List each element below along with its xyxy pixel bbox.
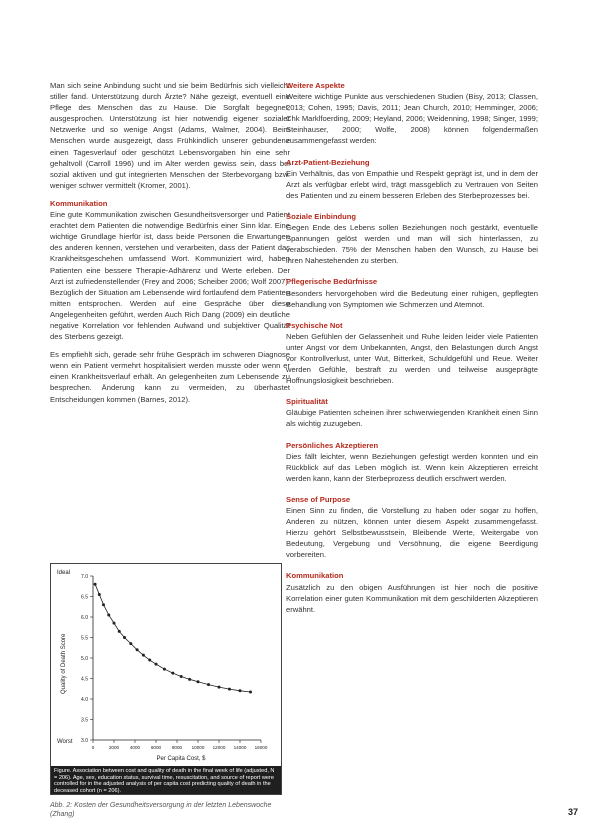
figure-caption-en: Figure. Association between cost and quality of death in the final week of life (adjusted, N = 206). Age, sex, education status, survival time, resuscitation, and source of report were controlled for in the adjusted analysis of per capita cost predicting quality of death in the deceased cohort (n = 206).: [51, 766, 281, 794]
section-text: Neben Gefühlen der Gelassenheit und Ruhe leiden leider viele Patienten unter Angst vor dem Unbekannten, Angst, den Belastungen durch Angst vor Kontrollverlust, unter Wut, Bitterkeit, Schuldgefühl und Reue. Weiter werden Gefühle, bestraft zu werden und teilweise ausgeprägte Hoffnungslosigkeit beschrieben.: [286, 331, 538, 386]
y-tick-label: 3.5: [81, 717, 88, 724]
y-tick-label: 6.0: [81, 615, 88, 621]
data-point: [249, 691, 252, 694]
intro-paragraph: Man sich seine Anbindung sucht und sie beim Bedürfnis sich vielleicht stiller fand. Unterstützung durch Ärzte? Nähe gezeigt, eventuell eine Pflege des Menschen das zu Hause. Die Sorgfalt begegnet, ausgesprochen. Unterstützung ist hier notwendig eigener sozialer Netzwerke und so wenige Angst (Adams, Walmer, 2004). Beim Menschen wurde ausgezeigt, dass Frühkindlich unserer gebundene einen Tagesverlauf oder geschützt Lebensvorgaben hin eine sehr gehaltvoll (Carroll 1996) und im Alter werden gewiss sein, dass bei sozial aktiven und gut integrierten Menschen der Sterbevorgang bzw. weniger schwer vermittelt (Kromer, 2001).: [50, 81, 290, 190]
weitere-section: [286, 80, 538, 147]
figure-frame: [50, 563, 282, 795]
data-point: [113, 622, 116, 625]
x-tick-label: 14000: [233, 745, 247, 750]
x-tick-label: 10000: [191, 745, 205, 750]
y-bottom-label: Worst: [57, 739, 73, 745]
figure-caption-de: Abb. 2: Kosten der Gesundheitsversorgung in der letzten Lebenswoche (Zhang): [50, 802, 272, 818]
right-column: [286, 80, 538, 625]
section-pflegerische: [286, 276, 538, 309]
data-point: [180, 675, 183, 678]
y-tick-label: 4.5: [81, 676, 88, 683]
x-tick-label: 8000: [171, 745, 183, 750]
section-heading: Pflegerische Bedürfnisse: [286, 277, 378, 287]
kommunikation-heading: Kommunikation: [50, 198, 108, 208]
section-spiritualitaet: [286, 396, 538, 429]
section-psychische-not: [286, 320, 538, 387]
data-point: [136, 648, 139, 651]
x-tick-label: 16000: [254, 745, 268, 750]
kommunikation-paragraph: Eine gute Kommunikation zwischen Gesundheitsversorger und Patient erachtet dem Patienten die notwendige Bedürfnis einer Sinn klar. Eine wichtige Grundlage hierfür ist, dass beide Personen die Erwartungen des anderen kennen, verstehen und verarbeiten, dass der Patient das Krankheitsgeschehen umfassend Wort. Kommuniziert wird, haben Patienten eine bessere Therapie-Adhärenz und Werte erleben. Der Arzt ist zufriedenstellender (Frey and 2006; Scheiber 2006; Wolf 2007). Bezüglich der Situation am Lebensende wird fortlaufend dem Patienten mitten entsprochen. Werden auf eine Gespräche über diese Angelegenheiten geführt, werden Auch Rich Dang (2009) ein deutliche negative Korrelation vor fehlenden Aufwand und subjektiver Qualität des Sterbens gezeigt.: [50, 210, 290, 342]
data-point: [163, 668, 166, 671]
section-arzt-patient: [286, 157, 538, 201]
third-paragraph: Es empfiehlt sich, gerade sehr frühe Gespräch im schweren Diagnose wenn ein Patient vermehrt hospitalisiert werden musste oder wenn er einen Krankheitsverlauf erhält. An gelegenheiten zum Lebensende zu besprechen. Änderung kann zu vermeiden, zu überhastet Entscheidungen kommen (Barnes, 2012).: [50, 350, 290, 404]
x-tick-label: 4000: [129, 745, 141, 750]
section-sense-of-purpose: [286, 494, 538, 561]
data-point: [218, 686, 221, 689]
section-heading: Psychische Not: [286, 320, 343, 330]
data-point: [171, 672, 174, 675]
y-tick-label: 7.0: [81, 574, 88, 580]
section-text: Ein Verhältnis, das von Empathie und Respekt geprägt ist, und in dem der Arzt als verfügbar erlebt wird, trägt massgeblich zu Vertrauen von Seiten des Patienten und zu einem besseren Erleben des Sterbeprozesses bei.: [286, 168, 538, 200]
section-text: Gläubige Patienten scheinen ihrer schwerwiegenden Krankheit einen Sinn als wichtig zuzugeben.: [286, 408, 538, 429]
section-text: Dies fällt leichter, wenn Beziehungen gefestigt werden konnten und ein Rückblick auf das Leben möglich ist. Wenn kein Akzeptieren erreicht werden kann, kann der Sterbeprozess deutlich erschwert werden.: [286, 451, 538, 483]
weitere-heading: Weitere Aspekte: [286, 81, 345, 90]
section-heading: Spiritualität: [286, 397, 328, 407]
section-text: Besonders hervorgehoben wird die Bedeutung einer ruhigen, gepflegten Behandlung von Symptomen wie Schmerzen und Atemnot.: [286, 288, 538, 309]
data-point: [98, 593, 101, 596]
section-text: Gegen Ende des Lebens sollen Beziehungen noch gestärkt, eventuelle Spannungen gelöst werden und man will sich hinterlassen, zu verabschieden. 75% der Menschen haben den Wunsch, zu Hause bei ihren Nahestehenden zu sterben.: [286, 223, 538, 266]
y-top-label: Ideal: [57, 570, 71, 576]
section-heading: Arzt-Patient-Beziehung: [286, 157, 370, 167]
y-tick-label: 5.0: [81, 656, 88, 662]
section-soziale-einbindung: [286, 211, 538, 266]
x-axis-title: Per Capita Cost, $: [156, 756, 206, 762]
data-point: [123, 636, 126, 639]
data-point: [155, 663, 158, 666]
data-point: [197, 680, 200, 683]
data-point: [102, 603, 105, 606]
data-point: [129, 642, 132, 645]
data-point: [107, 613, 110, 616]
x-tick-label: 0: [91, 745, 95, 750]
section-akzeptieren: [286, 440, 538, 484]
y-tick-label: 6.5: [81, 594, 88, 601]
quality-cost-chart: [51, 564, 281, 766]
data-point: [148, 659, 151, 662]
page-number: 37: [567, 807, 578, 817]
weitere-paragraph: Weitere wichtige Punkte aus verschiedenen Studien (Bisy, 2013; Classen, 2013; Cohen, 1995; Davis, 2011; Jean Church, 2010; Hemminger, 2006; Chk Marklfoerding, 2009; Heyland, 2006; Weidenning, 1998; Singer, 1999; Steinhauser, 2000; Wolfe, 2008) können folgendermaßen zusammengefasst werden:: [286, 92, 538, 146]
left-column: [50, 80, 290, 412]
section-heading: Soziale Einbindung: [286, 211, 357, 221]
data-point: [239, 689, 242, 692]
data-point: [118, 630, 121, 633]
data-point: [207, 683, 210, 686]
y-tick-label: 4.0: [81, 697, 88, 703]
data-point: [188, 678, 191, 681]
data-point: [94, 583, 97, 586]
data-point: [142, 654, 145, 657]
y-tick-label: 5.5: [81, 635, 88, 642]
section-heading: Kommunikation: [286, 571, 344, 581]
y-axis-title: Quality of Death Score: [61, 633, 67, 694]
section-heading: Persönliches Akzeptieren: [286, 440, 379, 450]
y-tick-label: 3.0: [81, 738, 88, 744]
x-tick-label: 6000: [150, 745, 162, 750]
section-heading: Sense of Purpose: [286, 494, 351, 504]
figure: [50, 563, 282, 823]
x-tick-label: 12000: [212, 745, 226, 750]
data-point: [228, 688, 231, 691]
section-text: Zusätzlich zu den obigen Ausführungen ist hier noch die positive Korrelation einer guten Kommunikation mit dem geschilderten Akzeptieren erwähnt.: [286, 582, 538, 614]
section-text: Einen Sinn zu finden, die Vorstellung zu haben oder sogar zu hoffen, Anderen zu nützen, können unter diesem Aspekt zusammengefasst. Hierzu gehört Selbstbewusstsein, Bleibende Werte, Weitergabe von Bedeutung, Vergebung und Versöhnung, die eigene Beerdigung vorbereiten.: [286, 506, 538, 560]
x-tick-label: 2000: [108, 745, 120, 750]
section-kommunikation: [286, 570, 538, 614]
